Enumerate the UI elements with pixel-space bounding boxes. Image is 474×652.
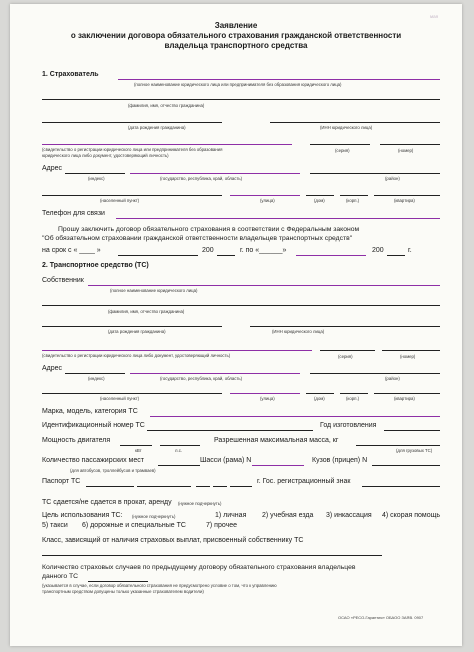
insurer-fio-field[interactable] (42, 99, 440, 100)
hint-district: (район) (385, 176, 400, 181)
vin-label: Идентификационный номер ТС (42, 422, 145, 429)
body-label: Кузов (прицеп) N (312, 457, 368, 464)
hint-korp: (корп.) (346, 198, 360, 203)
address-street-field[interactable] (230, 195, 300, 196)
s2-address-street-field[interactable] (230, 393, 300, 394)
term-year-1: 200 (202, 247, 214, 254)
s2-hint-city: (населенный пункт) (100, 396, 140, 401)
term-g: г. (408, 247, 412, 254)
hint-underline-purpose: (нужное подчеркнуть) (132, 514, 176, 519)
address-label: Адрес (42, 165, 63, 172)
s2-hint-district: (район) (385, 376, 400, 381)
cases-note-2: транспортным средством допущены только указанные страхователем водители) (42, 589, 204, 594)
address-city-field[interactable] (42, 195, 222, 196)
rent-label: ТС сдается/не сдается в прокат, аренду (42, 499, 172, 506)
cases-field[interactable] (88, 581, 148, 582)
hint-fio: (фамилия, имя, отчество гражданина) (128, 103, 205, 108)
term-from-month-field[interactable] (118, 255, 198, 256)
hint-cert-2: юридического лица либо документ, удостоверяющий личность) (42, 153, 169, 158)
owner-name-field[interactable] (88, 285, 440, 286)
power-kw-field[interactable] (120, 445, 152, 446)
seats-label: Количество пассажирских мест (42, 457, 144, 464)
purpose-special[interactable]: 6) дорожные и специальные ТС (82, 522, 186, 529)
year-made-label: Год изготовления (320, 422, 377, 429)
term-year-2: 200 (372, 247, 384, 254)
cases-note-1: (указывается в случае, если договор обязательного страхования не предусмотрено условие о том, что к управлению (42, 583, 277, 588)
max-mass-field[interactable] (356, 445, 440, 446)
owner-birth-field[interactable] (42, 326, 222, 327)
phone-label: Телефон для связи (42, 210, 105, 217)
s2-hint-series: (серия) (338, 354, 353, 359)
term-to-year-field[interactable] (387, 255, 405, 256)
hint-hp: л.с. (175, 448, 183, 453)
phone-field[interactable] (116, 218, 440, 219)
term-to-month-field[interactable] (296, 255, 366, 256)
hint-kw: кВт (135, 448, 142, 453)
s2-hint-inn: (ИНН юридического лица) (272, 329, 325, 334)
s2-hint-birth: (дата рождения гражданина) (108, 329, 166, 334)
purpose-personal[interactable]: 1) личная (215, 512, 247, 519)
owner-label: Собственник (42, 277, 84, 284)
s2-hint-fio: (фамилия, имя, отчество гражданина) (108, 309, 185, 314)
s2-hint-index: (индекс) (88, 376, 105, 381)
hint-underline-rent: (нужное подчеркнуть) (178, 501, 222, 506)
cases-label-1: Количество страховых случаев по предыдущему договору обязательного страхования владельцев (42, 564, 356, 571)
passport-year-field[interactable] (230, 486, 252, 487)
hint-buses: (для автобусов, троллейбусов и трамваев) (70, 468, 156, 473)
power-label: Мощность двигателя (42, 437, 111, 444)
hint-house: (дом) (314, 198, 325, 203)
reg-sign-label: г. Гос. регистрационный знак (257, 478, 351, 485)
purpose-collection[interactable]: 3) инкассация (326, 512, 372, 519)
s2-hint-street: (улица) (260, 396, 275, 401)
address-district-field[interactable] (310, 173, 440, 174)
term-to-label: г. по «______» (240, 247, 287, 254)
s2-address-index-field[interactable] (65, 373, 125, 374)
s2-hint-org: (полное наименование юридического лица) (110, 288, 198, 293)
hint-street: (улица) (260, 198, 275, 203)
s2-address-korp-field[interactable] (340, 393, 368, 394)
hint-flat: (квартира) (394, 198, 415, 203)
term-from-year-field[interactable] (217, 255, 235, 256)
hint-city: (населенный пункт) (100, 198, 140, 203)
s2-address-label: Адрес (42, 365, 63, 372)
s2-address-district-field[interactable] (310, 373, 440, 374)
form-title: Заявление (214, 21, 258, 30)
purpose-training[interactable]: 2) учебная езда (262, 512, 314, 519)
passport-series-field[interactable] (86, 486, 134, 487)
address-house-field[interactable] (306, 195, 334, 196)
reg-sign-field[interactable] (362, 486, 440, 487)
hint-trucks: (для грузовых ТС) (396, 448, 433, 453)
owner-doc-field[interactable] (42, 350, 312, 351)
insurer-birth-field[interactable] (42, 122, 222, 123)
passport-number-field[interactable] (137, 486, 191, 487)
passport-month-field[interactable] (213, 486, 227, 487)
owner-doc-series-field[interactable] (320, 350, 375, 351)
hint-birth: (дата рождения гражданина) (128, 125, 186, 130)
cases-label-2: данного ТС (42, 573, 79, 580)
hint-number: (номер) (398, 148, 414, 153)
term-from-label: на срок с « ____ » (42, 247, 101, 254)
seats-field[interactable] (158, 465, 200, 466)
hint-cert-1: (свидетельство о регистрации юридического лица или предпринимателя без образования (42, 147, 223, 152)
year-made-field[interactable] (384, 430, 440, 431)
insurer-inn-field[interactable] (270, 122, 440, 123)
purpose-other[interactable]: 7) прочее (206, 522, 238, 529)
purpose-taxi[interactable]: 5) такси (42, 522, 68, 529)
s2-hint-number: (номер) (400, 354, 416, 359)
address-korp-field[interactable] (340, 195, 368, 196)
hint-series: (серия) (335, 148, 350, 153)
s2-hint-state: (государство, республика, край, область) (160, 376, 243, 381)
vin-field[interactable] (147, 430, 313, 431)
address-state-field[interactable] (130, 173, 300, 174)
owner-doc-number-field[interactable] (382, 350, 440, 351)
address-index-field[interactable] (65, 173, 125, 174)
request-line-2: "Об обязательном страховании гражданской ответственности владельцев транспортных средств" (42, 235, 353, 242)
address-flat-field[interactable] (374, 195, 440, 196)
max-mass-label: Разрешенная максимальная масса, кг (214, 437, 339, 444)
s2-hint-korp: (корп.) (346, 396, 360, 401)
insurer-name-field[interactable] (118, 79, 440, 80)
application-form (10, 4, 462, 646)
hint-index: (индекс) (88, 176, 105, 181)
power-hp-field[interactable] (160, 445, 200, 446)
owner-fio-field[interactable] (42, 305, 440, 306)
request-line-1: Прошу заключить договор обязательного страхования в соответствии с Федеральным законом (58, 226, 360, 233)
corner-mark: мая (430, 14, 439, 19)
s2-address-house-field[interactable] (306, 393, 334, 394)
bonus-class-field[interactable] (42, 555, 382, 556)
hint-org-name: (полное наименование юридического лица или предпринимателя без образования юридического лица) (134, 82, 342, 87)
insurer-doc-number-field[interactable] (380, 144, 440, 145)
insurer-doc-field[interactable] (42, 144, 292, 145)
s2-address-state-field[interactable] (130, 373, 300, 374)
passport-day-field[interactable] (196, 486, 210, 487)
s2-hint-flat: (квартира) (394, 396, 415, 401)
s2-address-city-field[interactable] (42, 393, 222, 394)
section-2-heading: 2. Транспортное средство (ТС) (42, 262, 149, 269)
form-subtitle-1: о заключении договора обязательного страхования гражданской ответственности (70, 31, 402, 40)
chassis-field[interactable] (252, 465, 304, 466)
model-label: Марка, модель, категория ТС (42, 408, 138, 415)
model-field[interactable] (150, 416, 440, 417)
purpose-ambulance[interactable]: 4) скорая помощь (382, 512, 441, 519)
passport-label: Паспорт ТС (42, 478, 81, 485)
insurer-doc-series-field[interactable] (310, 144, 370, 145)
form-footer: ОСАО «РЕСО-Гарантия» ОБАОО ЗАЯВ. 0907 (338, 615, 424, 620)
body-field[interactable] (372, 465, 440, 466)
hint-state: (государство, республика, край, область) (160, 176, 243, 181)
s2-hint-cert: (свидетельство о регистрации юридического лица либо документ, удостоверяющий личность) (42, 353, 231, 358)
chassis-label: Шасси (рама) N (200, 457, 252, 464)
form-subtitle-2: владельца транспортного средства (164, 41, 308, 50)
section-1-heading: 1. Страхователь (42, 71, 99, 78)
hint-inn: (ИНН юридического лица) (320, 125, 373, 130)
s2-hint-house: (дом) (314, 396, 325, 401)
purpose-label: Цель использования ТС: (42, 512, 123, 519)
bonus-class-label: Класс, зависящий от наличия страховых выплат, присвоенный собственнику ТС (42, 537, 304, 544)
owner-inn-field[interactable] (250, 326, 440, 327)
s2-address-flat-field[interactable] (374, 393, 440, 394)
